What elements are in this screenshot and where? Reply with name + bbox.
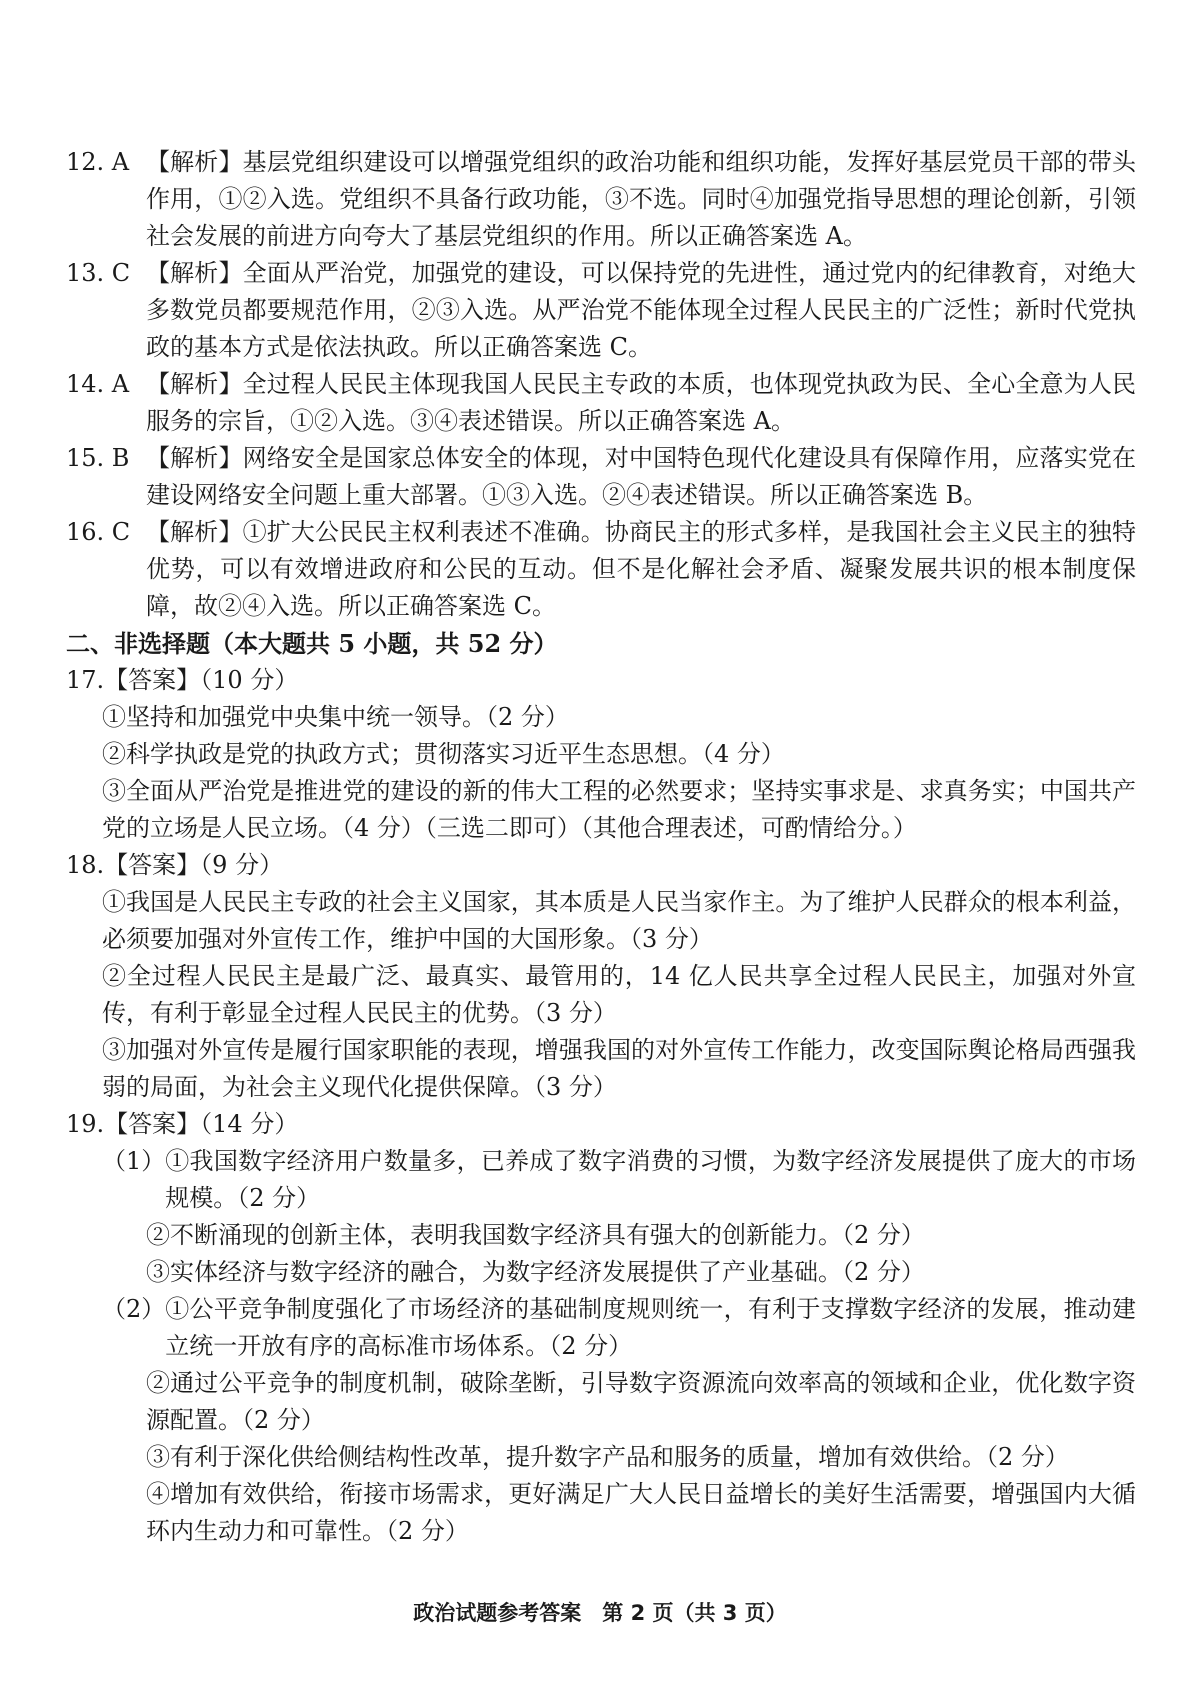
mc-explanation: 【解析】全过程人民民主体现我国人民民主专政的本质，也体现党执政为民、全心全意为人民服务的宗旨，①②入选。③④表述错误。所以正确答案选 A。 xyxy=(146,370,1136,435)
mc-answer-15 xyxy=(66,440,1136,514)
answer-point: ②科学执政是党的执政方式；贯彻落实习近平生态思想。（4 分） xyxy=(102,740,785,768)
mc-explanation: 【解析】①扩大公民民主权利表述不准确。协商民主的形式多样，是我国社会主义民主的独特优势，可以有效增进政府和公民的互动。但不是化解社会矛盾、凝聚发展共识的根本制度保障，故②④入选。所以正确答案选 C。 xyxy=(146,518,1136,620)
answer-point: ②通过公平竞争的制度机制，破除垄断，引导数字资源流向效率高的领域和企业，优化数字资源配置。（2 分） xyxy=(146,1369,1136,1434)
mc-explanation: 【解析】基层党组织建设可以增强党组织的政治功能和组织功能，发挥好基层党员干部的带头作用，①②入选。党组织不具备行政功能，③不选。同时④加强党指导思想的理论创新，引领社会发展的前进方向夸大了基层党组织的作用。所以正确答案选 A。 xyxy=(146,148,1136,250)
mc-answer-14 xyxy=(66,366,1136,440)
sub-question-1 xyxy=(66,1143,1136,1217)
sub-question-label: （1） xyxy=(102,1147,166,1175)
answer-point: ②不断涌现的创新主体，表明我国数字经济具有强大的创新能力。（2 分） xyxy=(146,1221,925,1249)
answer-point: ③全面从严治党是推进党的建设的新的伟大工程的必然要求；坚持实事求是、求真务实；中国共产党的立场是人民立场。（4 分）（三选二即可）（其他合理表述，可酌情给分。） xyxy=(102,777,1136,842)
answer-content xyxy=(66,144,1136,1550)
question-18-header: 18.【答案】（9 分） xyxy=(66,851,284,879)
answer-point: ③实体经济与数字经济的融合，为数字经济发展提供了产业基础。（2 分） xyxy=(146,1258,925,1286)
answer-point: ①公平竞争制度强化了市场经济的基础制度规则统一，有利于支撑数字经济的发展，推动建立统一开放有序的高标准市场体系。（2 分） xyxy=(165,1295,1136,1360)
mc-number: 13. C xyxy=(66,259,131,287)
answer-point: ③加强对外宣传是履行国家职能的表现，增强我国的对外宣传工作能力，改变国际舆论格局西强我弱的局面，为社会主义现代化提供保障。（3 分） xyxy=(102,1036,1136,1101)
page-footer: 政治试题参考答案 第 2 页（共 3 页） xyxy=(413,1601,787,1625)
section-title: 二、非选择题（本大题共 5 小题，共 52 分） xyxy=(66,629,558,658)
mc-explanation: 【解析】全面从严治党，加强党的建设，可以保持党的先进性，通过党内的纪律教育，对绝大多数党员都要规范作用，②③入选。从严治党不能体现全过程人民民主的广泛性；新时代党执政的基本方式是依法执政。所以正确答案选 C。 xyxy=(146,259,1136,361)
answer-point: ④增加有效供给，衔接市场需求，更好满足广大人民日益增长的美好生活需要，增强国内大循环内生动力和可靠性。（2 分） xyxy=(146,1480,1136,1545)
answer-point: ②全过程人民民主是最广泛、最真实、最管用的，14 亿人民共享全过程人民民主，加强对外宣传，有利于彰显全过程人民民主的优势。（3 分） xyxy=(102,962,1136,1027)
mc-explanation: 【解析】网络安全是国家总体安全的体现，对中国特色现代化建设具有保障作用，应落实党在建设网络安全问题上重大部署。①③入选。②④表述错误。所以正确答案选 B。 xyxy=(146,444,1136,509)
question-19-header: 19.【答案】（14 分） xyxy=(66,1110,299,1138)
mc-answer-16 xyxy=(66,514,1136,625)
answer-point: ③有利于深化供给侧结构性改革，提升数字产品和服务的质量，增加有效供给。（2 分） xyxy=(146,1443,1069,1471)
mc-answer-12 xyxy=(66,144,1136,255)
mc-number: 12. A xyxy=(66,148,130,176)
sub-question-label: （2） xyxy=(102,1295,166,1323)
answer-point: ①我国数字经济用户数量多，已养成了数字消费的习惯，为数字经济发展提供了庞大的市场规模。（2 分） xyxy=(165,1147,1136,1212)
question-17-header: 17.【答案】（10 分） xyxy=(66,666,299,694)
mc-answer-13 xyxy=(66,255,1136,366)
mc-number: 15. B xyxy=(66,444,130,472)
mc-number: 14. A xyxy=(66,370,130,398)
answer-point: ①我国是人民民主专政的社会主义国家，其本质是人民当家作主。为了维护人民群众的根本利益，必须要加强对外宣传工作，维护中国的大国形象。（3 分） xyxy=(102,888,1136,953)
answer-point: ①坚持和加强党中央集中统一领导。（2 分） xyxy=(102,703,569,731)
mc-number: 16. C xyxy=(66,518,131,546)
sub-question-2 xyxy=(66,1291,1136,1365)
